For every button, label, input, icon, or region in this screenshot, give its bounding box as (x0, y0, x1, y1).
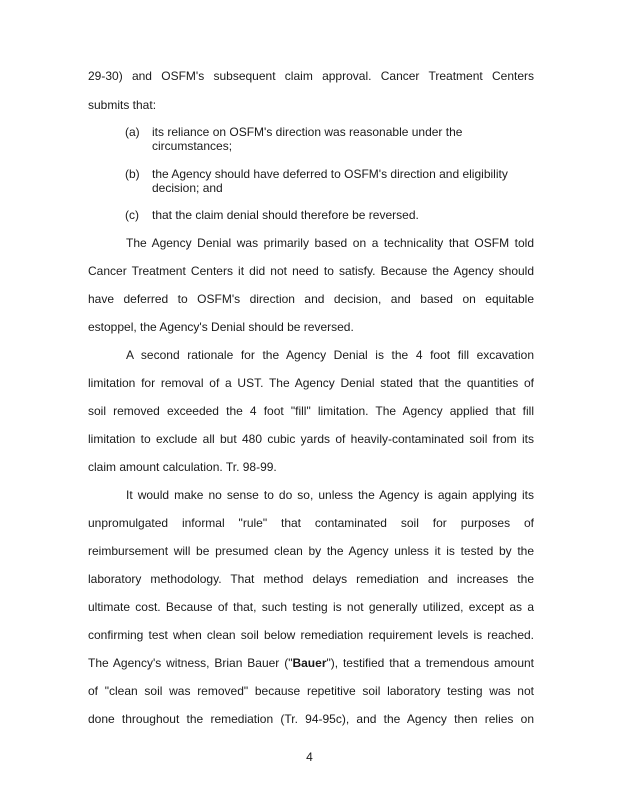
list-item-label: (b) (125, 167, 140, 181)
body-line: unpromulgated informal "rule" that contaminated soil for purposes of (88, 516, 534, 530)
body-line: 29-30) and OSFM's subsequent claim approval. Cancer Treatment Centers (88, 69, 534, 83)
list-item (125, 167, 525, 195)
body-line: reimbursement will be presumed clean by the Agency unless it is tested by the (88, 544, 534, 558)
body-line: It would make no sense to do so, unless the Agency is again applying its (126, 488, 534, 502)
list-item (125, 208, 525, 224)
list-item-label: (a) (125, 125, 140, 139)
defined-term: Bauer (292, 656, 327, 670)
line-pre: The Agency's witness, Brian Bauer (" (88, 656, 293, 670)
body-line: claim amount calculation. Tr. 98-99. (88, 460, 277, 474)
list-item (125, 125, 525, 153)
list-item-text: its reliance on OSFM's direction was reasonable under the circumstances; (152, 125, 463, 153)
body-line: ultimate cost. Because of that, such testing is not generally utilized, except as a (88, 600, 534, 614)
body-line (88, 655, 534, 671)
body-line: submits that: (88, 98, 157, 112)
body-line: A second rationale for the Agency Denial is the 4 foot fill excavation (126, 348, 534, 362)
list-item-label: (c) (125, 208, 139, 222)
list-item-text: that the claim denial should therefore be reversed. (152, 208, 419, 222)
body-line: Cancer Treatment Centers it did not need to satisfy. Because the Agency should (88, 264, 534, 278)
body-line: done throughout the remediation (Tr. 94-95c), and the Agency then relies on (88, 712, 534, 726)
body-line: confirming test when clean soil below remediation requirement levels is reached. (88, 628, 534, 642)
body-line: limitation to exclude all but 480 cubic yards of heavily-contaminated soil from its (88, 432, 534, 446)
body-line: limitation for removal of a UST. The Agency Denial stated that the quantities of (88, 376, 534, 390)
body-line: soil removed exceeded the 4 foot "fill" limitation. The Agency applied that fill (88, 404, 534, 418)
body-line: estoppel, the Agency's Denial should be reversed. (88, 320, 354, 334)
body-line: have deferred to OSFM's direction and decision, and based on equitable (88, 292, 534, 306)
body-line: The Agency Denial was primarily based on a technicality that OSFM told (126, 236, 534, 250)
line-post: "), testified that a tremendous amount (326, 656, 535, 670)
list-item-text: the Agency should have deferred to OSFM's direction and eligibility decision; and (152, 167, 508, 195)
body-line: laboratory methodology. That method delays remediation and increases the (88, 572, 534, 586)
page-number: 4 (306, 750, 313, 764)
body-line: of "clean soil was removed" because repetitive soil laboratory testing was not (88, 684, 534, 698)
